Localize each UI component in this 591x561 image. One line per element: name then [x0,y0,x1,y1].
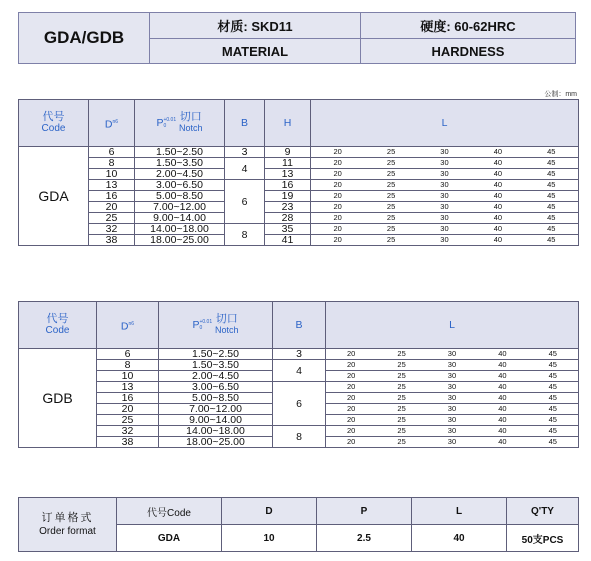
order-header-p: P [317,498,412,525]
order-value-p: 2.5 [317,525,412,552]
d-header: $D^{n6}$ [97,302,159,349]
l-value: 25 [386,180,396,189]
p-cell: 7.00~12.00 [159,404,273,415]
table-row [19,191,579,202]
l-value: 40 [493,224,503,233]
code-cell: GDA [19,147,89,246]
b-cell: 6 [273,382,326,426]
l-cell [311,169,579,180]
p-cell: 5.00~8.50 [159,393,273,404]
l-value: 20 [347,382,356,391]
table-row [19,382,579,393]
p-cell: 9.00~14.00 [159,415,273,426]
p-cell: 5.00~8.50 [135,191,225,202]
l-cell [311,202,579,213]
l-value: 40 [493,147,503,156]
material-en: MATERIAL [221,43,289,59]
l-value: 20 [333,202,342,211]
d-cell: 25 [89,213,135,224]
d-header: $D^{n6}$ [89,100,135,147]
table-row [19,213,579,224]
l-value: 30 [447,415,457,424]
l-value: 30 [440,169,449,178]
l-value: 40 [493,158,503,167]
table-row [19,147,579,158]
b-cell: 8 [273,426,326,448]
l-value: 40 [498,404,507,413]
l-value: 45 [547,235,556,244]
h-cell: 19 [265,191,311,202]
order-value-code: GDA [117,525,222,552]
l-value: 25 [386,147,396,156]
p-cell: 18.00~25.00 [159,437,273,448]
l-value: 25 [386,235,396,244]
l-header: L [326,302,579,349]
l-value: 20 [347,393,356,402]
gdb-table [18,301,579,448]
l-cell [326,382,579,393]
l-value: 30 [447,426,457,435]
b-cell: 4 [225,158,265,180]
l-value: 20 [347,360,356,369]
b-cell: 4 [273,360,326,382]
l-value: 20 [333,191,342,200]
l-value: 25 [397,426,406,435]
p-notch-header: P +0.01 0 切口 Notch [159,302,273,349]
l-value: 45 [548,360,557,369]
b-cell: 6 [225,180,265,224]
table-row [19,158,579,169]
order-header-qty: Q'TY [507,498,579,525]
l-header: L [311,100,579,147]
l-value: 25 [397,393,406,402]
model-title: GDA/GDB [43,28,125,47]
l-value: 45 [547,147,556,156]
order-header-code: 代号Code [117,498,222,525]
p-cell: 3.00~6.50 [135,180,225,191]
d-cell: 32 [97,426,159,437]
l-cell [311,147,579,158]
l-value: 45 [548,393,557,402]
d-cell: 13 [89,180,135,191]
l-value: 40 [498,415,507,424]
l-value: 20 [347,415,356,424]
l-value: 20 [333,147,342,156]
l-value: 20 [347,426,356,435]
l-cell [326,393,579,404]
l-value: 25 [386,158,396,167]
h-cell: 13 [265,169,311,180]
l-value: 30 [440,202,449,211]
l-value: 40 [493,169,503,178]
d-cell: 10 [89,169,135,180]
d-cell: 6 [89,147,135,158]
l-value: 45 [548,415,557,424]
p-cell: 18.00~25.00 [135,235,225,246]
l-value: 20 [333,213,342,222]
l-value: 25 [386,191,396,200]
b-cell: 8 [225,224,265,246]
l-value: 45 [548,426,557,435]
l-value: 40 [498,426,507,435]
l-cell [311,191,579,202]
d-cell: 32 [89,224,135,235]
gda-table [18,99,579,246]
b-header: B [273,302,326,349]
l-value: 25 [397,360,406,369]
l-value: 45 [547,169,556,178]
l-value: 30 [440,213,449,222]
d-cell: 16 [89,191,135,202]
l-value: 20 [333,224,342,233]
d-cell: 6 [97,349,159,360]
l-value: 20 [333,158,342,167]
b-cell: 3 [225,147,265,158]
d-cell: 16 [97,393,159,404]
l-cell [311,180,579,191]
d-cell: 8 [89,158,135,169]
l-value: 40 [498,360,507,369]
l-value: 45 [548,404,557,413]
l-value: 45 [547,158,556,167]
order-value-d: 10 [222,525,317,552]
order-header-l: L [412,498,507,525]
l-value: 40 [498,371,507,380]
l-value: 40 [493,213,503,222]
h-cell: 9 [265,147,311,158]
d-cell: 20 [97,404,159,415]
l-value: 40 [493,191,503,200]
code-header: 代号 Code [19,100,89,147]
p-cell: 9.00~14.00 [135,213,225,224]
p-cell: 1.50~2.50 [159,349,273,360]
l-value: 20 [333,235,342,244]
l-value: 25 [386,202,396,211]
l-value: 20 [347,404,356,413]
hardness-en: HARDNESS [431,43,505,59]
b-cell: 3 [273,349,326,360]
material-cn: 材质: SKD11 [217,19,293,34]
l-value: 40 [498,349,507,358]
table-row [19,224,579,235]
p-cell: 1.50~2.50 [135,147,225,158]
b-header: B [225,100,265,147]
unit-note: 公制：mm [544,91,577,98]
l-value: 30 [440,147,449,156]
h-cell: 11 [265,158,311,169]
l-cell [326,360,579,371]
l-value: 40 [493,202,503,211]
p-cell: 14.00~18.00 [159,426,273,437]
l-cell [326,415,579,426]
l-value: 30 [440,235,449,244]
l-cell [326,349,579,360]
l-value: 40 [493,235,503,244]
l-value: 30 [447,382,457,391]
l-value: 40 [498,437,507,446]
l-value: 20 [333,180,342,189]
l-value: 20 [333,169,342,178]
h-cell: 16 [265,180,311,191]
l-value: 25 [386,169,396,178]
l-value: 25 [397,415,406,424]
l-value: 45 [548,371,557,380]
l-value: 25 [386,213,396,222]
l-value: 45 [548,382,557,391]
l-value: 20 [347,371,356,380]
l-value: 30 [440,224,449,233]
code-header: 代号 Code [19,302,97,349]
code-cell: GDB [19,349,97,448]
l-value: 45 [547,191,556,200]
table-row [19,202,579,213]
p-cell: 2.00~4.50 [135,169,225,180]
l-value: 30 [447,360,457,369]
l-value: 30 [447,371,457,380]
l-cell [326,404,579,415]
d-cell: 10 [97,371,159,382]
p-cell: 1.50~3.50 [159,360,273,371]
order-value-l: 40 [412,525,507,552]
spec-header [18,12,576,64]
p-cell: 2.00~4.50 [159,371,273,382]
d-cell: 20 [89,202,135,213]
l-value: 30 [440,158,449,167]
l-cell [311,235,579,246]
order-format-label: 订单格式 Order format [19,498,117,552]
l-cell [326,437,579,448]
l-value: 30 [447,393,457,402]
l-value: 45 [547,224,556,233]
p-cell: 7.00~12.00 [135,202,225,213]
l-value: 40 [493,180,503,189]
p-cell: 14.00~18.00 [135,224,225,235]
p-cell: 3.00~6.50 [159,382,273,393]
l-value: 20 [347,437,356,446]
l-value: 25 [397,404,406,413]
h-cell: 28 [265,213,311,224]
p-notch-header: P +0.01 0 切口 Notch [135,100,225,147]
l-value: 30 [447,437,457,446]
l-value: 45 [547,180,556,189]
l-value: 45 [548,349,557,358]
h-cell: 41 [265,235,311,246]
h-cell: 35 [265,224,311,235]
h-cell: 23 [265,202,311,213]
l-value: 25 [397,437,406,446]
l-value: 30 [447,349,457,358]
l-value: 30 [440,180,449,189]
d-cell: 13 [97,382,159,393]
l-value: 45 [547,202,556,211]
table-row [19,426,579,437]
order-header-d: D [222,498,317,525]
table-row [19,169,579,180]
l-cell [311,213,579,224]
l-cell [326,371,579,382]
l-cell [311,224,579,235]
d-cell: 8 [97,360,159,371]
l-value: 30 [440,191,449,200]
table-row [19,360,579,371]
table-row [19,180,579,191]
d-cell: 38 [97,437,159,448]
l-value: 25 [397,371,406,380]
p-cell: 1.50~3.50 [135,158,225,169]
table-row [19,349,579,360]
l-value: 20 [347,349,356,358]
l-cell [311,158,579,169]
l-value: 30 [447,404,457,413]
d-cell: 25 [97,415,159,426]
l-value: 25 [397,382,406,391]
l-value: 45 [548,437,557,446]
l-value: 25 [386,224,396,233]
l-cell [326,426,579,437]
h-header: H [265,100,311,147]
d-cell: 38 [89,235,135,246]
l-value: 25 [397,349,406,358]
l-value: 40 [498,393,507,402]
l-value: 45 [547,213,556,222]
order-value-qty: 50支PCS [507,525,579,552]
l-value: 40 [498,382,507,391]
table-row [19,235,579,246]
order-format-table [18,497,579,552]
hardness-cn: 硬度: 60-62HRC [420,19,516,34]
